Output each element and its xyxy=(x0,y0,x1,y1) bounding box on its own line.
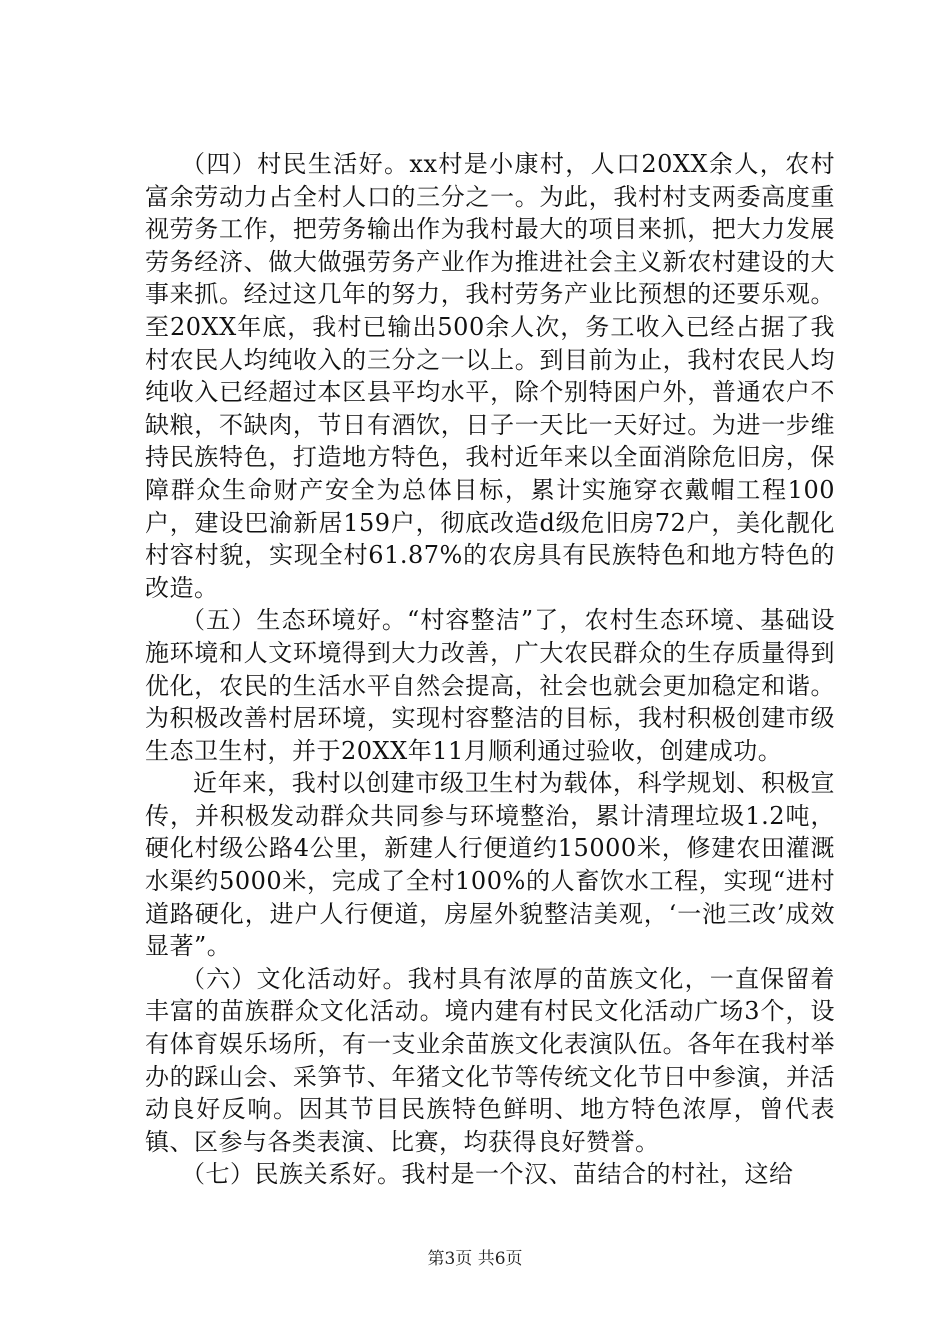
paragraph-ethnic-relations: （七）民族关系好。我村是一个汉、苗结合的村社，这给 xyxy=(181,1160,794,1189)
paragraph-culture: （六）文化活动好。我村具有浓厚的苗族文化，一直保留着丰富的苗族群众文化活动。境内建有村民文化活动广场3个，设有体育娱乐场所，有一支业余苗族文化表演队伍。各年在我村举办的踩山会、采笋节、年猪文化节等传统文化节日中参演，并活动良好反响。因其节目民族特色鲜明、地方特色浓厚，曾代表镇、区参与各类表演、比赛，均获得良好赞誉。 xyxy=(145,964,835,1156)
document-body xyxy=(145,148,835,1191)
paragraph-village-life: （四）村民生活好。xx村是小康村，人口20XX余人，农村富余劳动力占全村人口的三分之一。为此，我村村支两委高度重视劳务工作，把劳务输出作为我村最大的项目来抓，把大力发展劳务经济、做大做强劳务产业作为推进社会主义新农村建设的大事来抓。经过这几年的努力，我村劳务产业比预想的还要乐观。至20XX年底，我村已输出500余人次，务工收入已经占据了我村农民人均纯收入的三分之一以上。到目前为止，我村农民人均纯收入已经超过本区县平均水平，除个别特困户外，普通农户不缺粮，不缺肉，节日有酒饮，日子一天比一天好过。为进一步维持民族特色，打造地方特色，我村近年来以全面消除危旧房，保障群众生命财产安全为总体目标，累计实施穿衣戴帽工程100户，建设巴渝新居159户，彻底改造d级危旧房72户，美化靓化村容村貌，实现全村61.87%的农房具有民族特色和地方特色的改造。 xyxy=(145,150,835,602)
paragraph-recent-years: 近年来，我村以创建市级卫生村为载体，科学规划、积极宣传，并积极发动群众共同参与环境整治，累计清理垃圾1.2吨，硬化村级公路4公里，新建人行便道约15000米，修建农田灌溉水渠约5000米，完成了全村100%的人畜饮水工程，实现“进村道路硬化，进户人行便道，房屋外貌整洁美观，‘一池三改’成效显著”。 xyxy=(145,769,835,961)
paragraph-ecology: （五）生态环境好。“村容整洁”了，农村生态环境、基础设施环境和人文环境得到大力改善，广大农民群众的生存质量得到优化，农民的生活水平自然会提高，社会也就会更加稳定和谐。为积极改善村居环境，实现村容整洁的目标，我村积极创建市级生态卫生村，并于20XX年11月顺利通过验收，创建成功。 xyxy=(145,606,835,765)
page-number-footer: 第3页 共6页 xyxy=(427,1249,523,1269)
